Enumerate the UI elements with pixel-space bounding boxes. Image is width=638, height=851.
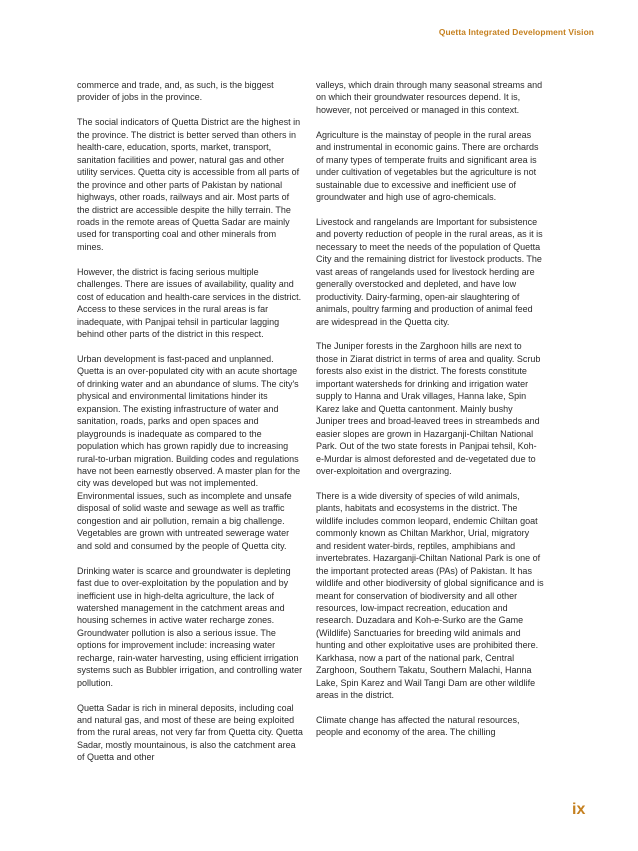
paragraph: Quetta Sadar is rich in mineral deposits, including coal and natural gas, and most of these are being exploited from the rural areas, not very far from Quetta city. Quetta Sadar, mostly mountainous, is also the catchment area of Quetta and other	[77, 702, 303, 763]
page-number: ix	[572, 801, 586, 818]
paragraph: The social indicators of Quetta District are the highest in the province. The district is better served than others in health-care, education, sports, market, transport, sanitation facilities and power, natural gas and other utility services. Quetta city is accessible from all parts of the province and other parts of Pakistan by national highways, other roads, railways and air. Most parts of the district are accessible despite the hilly terrain. The roads in the remote areas of Quetta Sadar are mainly used for transporting coal and other minerals from mines.	[77, 117, 301, 252]
paragraph: Urban development is fast-paced and unplanned. Quetta is an over-populated city with an acute shortage of drinking water and an abundance of slums. The city's physical and environmental limitations hinder its expansion. The existing infrastructure of water and sanitation, roads, parks and open spaces and playgrounds is inadequate as compared to the population which has grown rapidly due to increasing rural-to-urban migration. Building codes and regulations have not been earnestly observed. A master plan for the city was developed but was not implemented. Environmental issues, such as incomplete and unsafe disposal of solid waste and sewage as well as traffic congestion and air pollution, remain a big challenge. Vegetables are grown with untreated sewerage water and sold and consumed by the people of Quetta city.	[77, 353, 301, 551]
right-column	[316, 79, 544, 751]
paragraph: The Juniper forests in the Zarghoon hills are next to those in Ziarat district in terms of area and quality. Scrub forests also exist in the district. The forests constitute important watersheds for drinking and irrigation water supply to Hanna and Urak villages, Hanna lake, Spin Karez lake and Quetta cantonment. Mainly bushy Juniper trees and broad-leaved trees in streambeds and easier slopes are grown in Hazarganji-Chiltan National Park. Out of the two state forests in Panjpai tehsil, Koh-e-Murdar is almost deforested and de-vegetated due to over-exploitation and overgrazing.	[316, 341, 541, 476]
paragraph: Climate change has affected the natural resources, people and economy of the area. The chilling	[316, 715, 520, 738]
paragraph: Livestock and rangelands are Important for subsistence and poverty reduction of people in the rural areas, as it is necessary to meet the needs of the population of Quetta City and the remaining district for livestock products. The vast areas of rangelands used for livestock herding are generally overstocked and depleted, and have low productivity. Dairy-farming, open-air slaughtering of animals, poultry farming and production of animal feed are widespread in the Quetta city.	[316, 216, 543, 327]
running-header: Quetta Integrated Development Vision	[438, 27, 594, 37]
paragraph: valleys, which drain through many seasonal streams and on which their groundwater resources depend. It is, however, not perceived or managed in this context.	[316, 80, 543, 115]
paragraph: Drinking water is scarce and groundwater is depleting fast due to over-exploitation by the population and by inefficient use in high-delta agriculture, the lack of watershed management in the catchment areas and housing schemes in active water recharge zones. Groundwater pollution is also a serious issue. The options for improvement include: increasing water recharge, rain-water harvesting, using efficient irrigation systems such as Bubbler irrigation, and controlling water pollution.	[77, 565, 303, 688]
paragraph: Agriculture is the mainstay of people in the rural areas and instrumental in economic gains. There are orchards of many types of temperate fruits and significant area is under cultivation of vegetables but the agriculture is not sustainable due to excessive and inefficient use of groundwater and high use of agro-chemicals.	[316, 129, 539, 203]
paragraph: There is a wide diversity of species of wild animals, plants, habitats and ecosystems in the district. The wildlife includes common leopard, endemic Chiltan goat commonly known as Chiltan Markhor, Urial, migratory and resident water-birds, reptiles, amphibians and invertebrates. Hazarganji-Chiltan National Park is one of the important protected areas (PAs) of Pakistan. It has wildlife and other biodiversity of global significance and is meant for conservation of biodiversity and all other resources, low-impact recreation, education and research. Duzadara and Koh-e-Surko are the Game (Wildlife) Sanctuaries for breeding wild animals and hunting and other exploitative uses are prohibited there. Karkhasa, now a part of the national park, Central Zarghoon, Southern Takatu, Southern Malachi, Hanna Lake, Spin Karez and Wail Tangi Dam are other wildlife areas in the district.	[316, 490, 544, 701]
left-column	[77, 79, 303, 776]
paragraph: commerce and trade, and, as such, is the biggest provider of jobs in the province.	[77, 80, 274, 103]
paragraph: However, the district is facing serious multiple challenges. There are issues of availability, quality and cost of education and health-care services in the district. Access to these services in the rural areas is far inadequate, with Panjpai tehsil in particular lagging behind other parts of the district in this respect.	[77, 266, 302, 340]
